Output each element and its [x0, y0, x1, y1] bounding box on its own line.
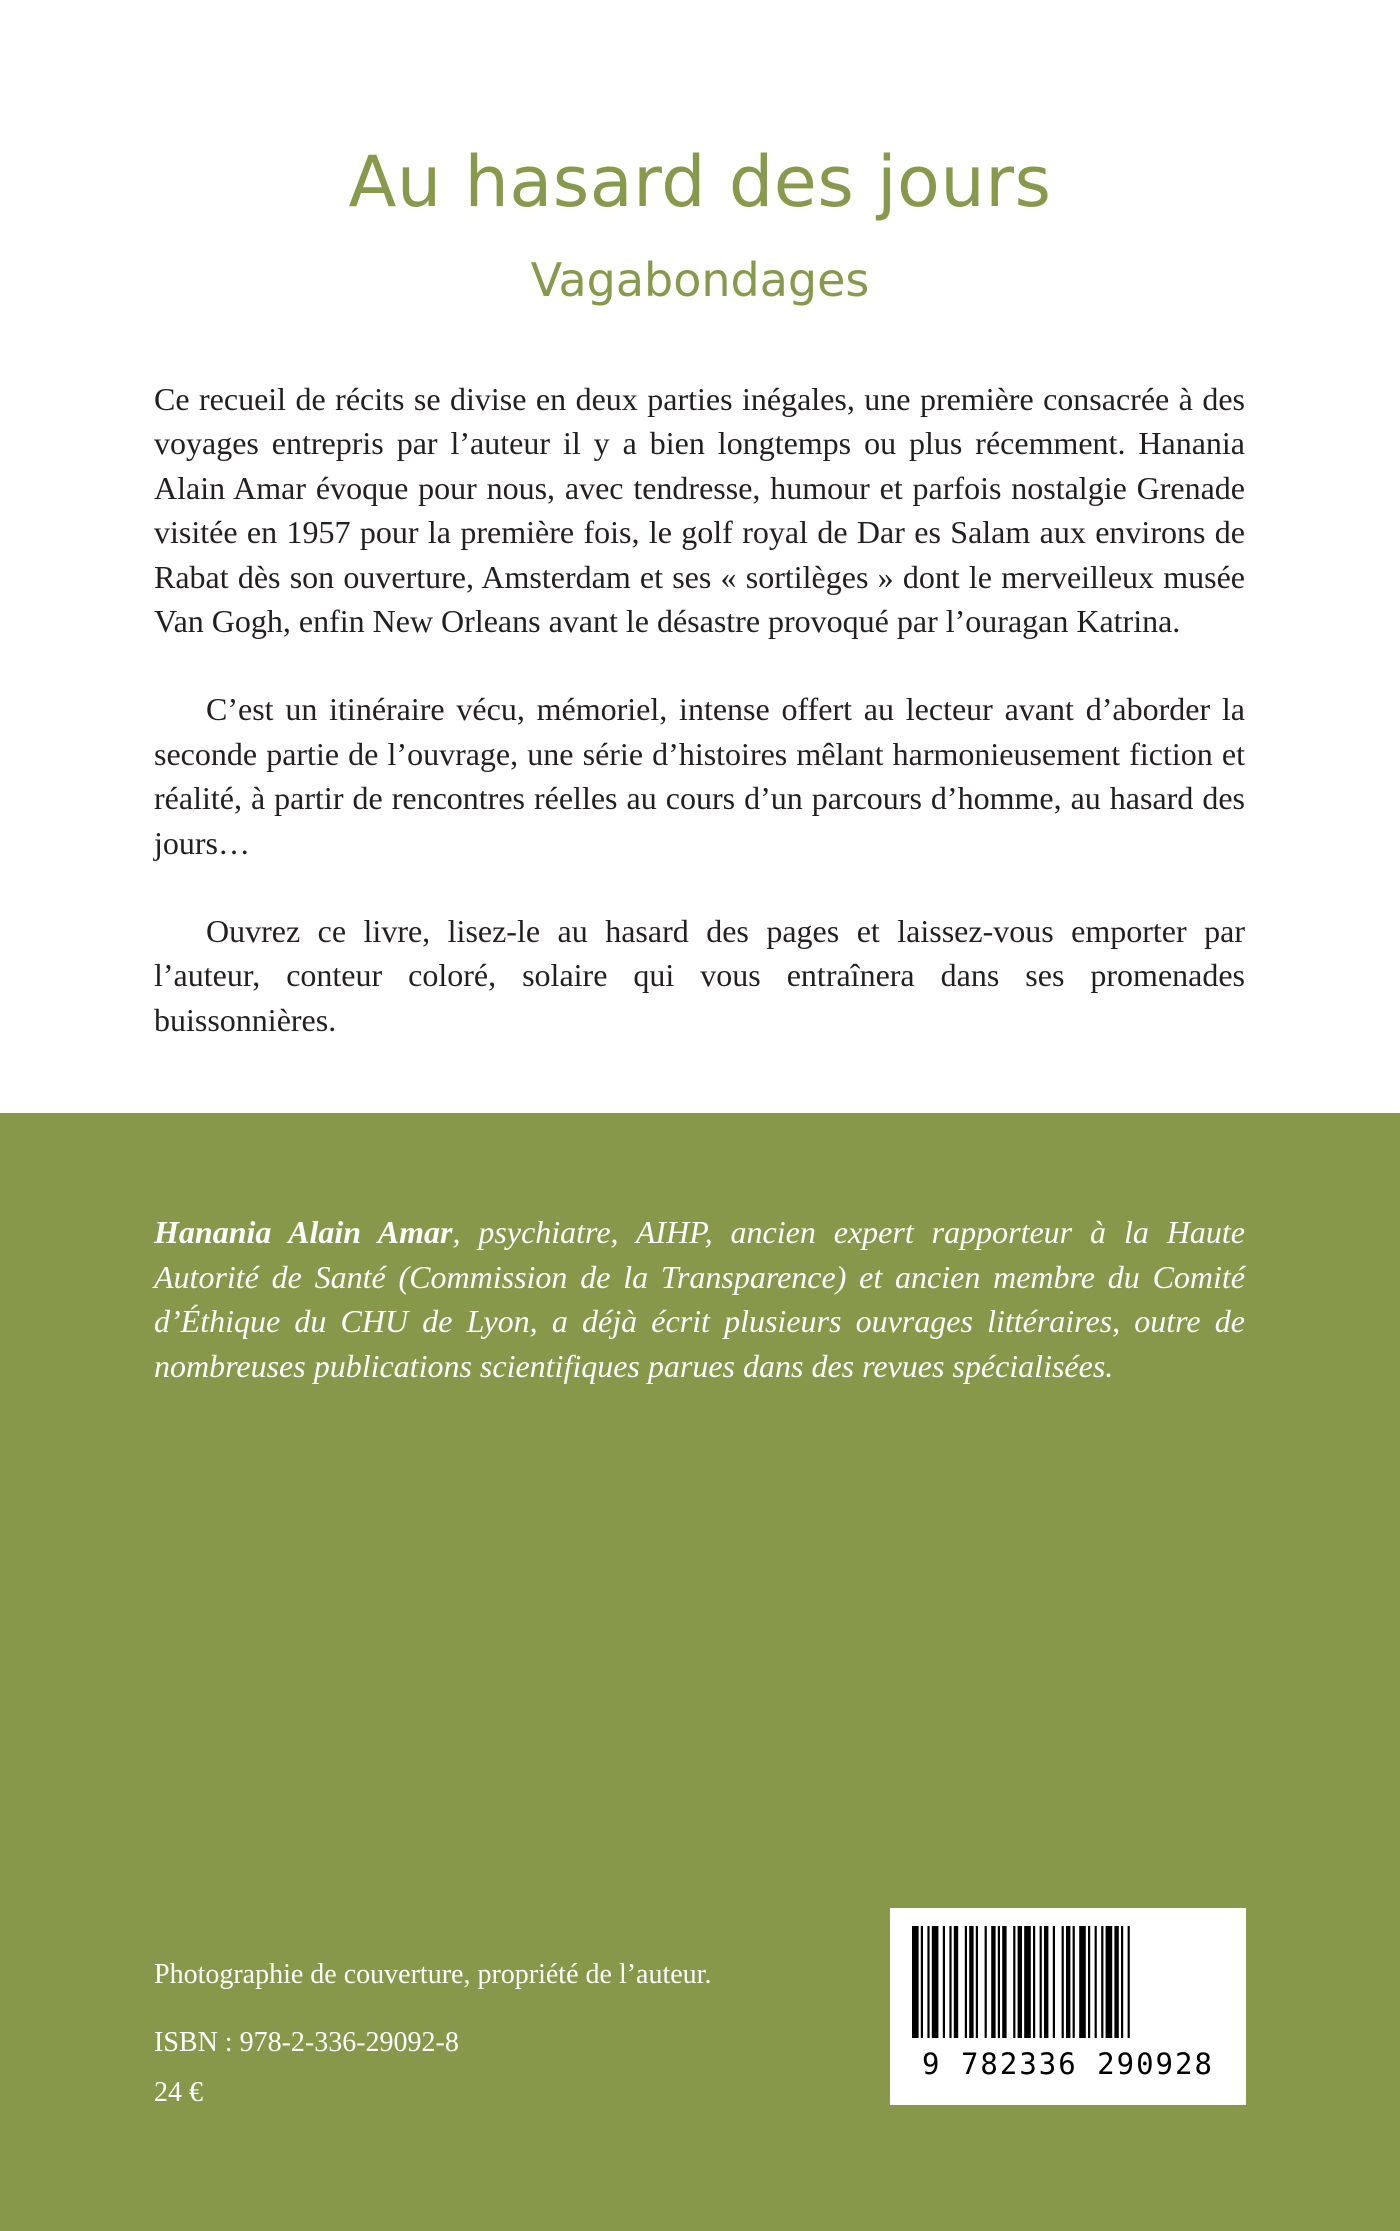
- blurb-paragraph-1: Ce recueil de récits se divise en deux parties inégales, une première consacrée à des voyages entrepris par l’auteur il y a bien longtemps ou plus récemment. Hanania Alain Amar évoque pour nous, avec tendresse, humour et parfois nostalgie Grenade visitée en 1957 pour la première fois, le golf royal de Dar es Salam aux environs de Rabat dès son ouverture, Amsterdam et ses « sortilèges » dont le merveilleux musée Van Gogh, enfin New Orleans avant le désastre provoqué par l’ouragan Katrina.: [154, 381, 1245, 640]
- price: 24 €: [154, 2077, 203, 2108]
- author-name: Hanania Alain Amar: [154, 1214, 453, 1250]
- isbn: ISBN : 978-2-336-29092-8: [154, 2027, 459, 2058]
- barcode-bars-icon: [908, 1926, 1228, 2046]
- photo-credit: Photographie de couverture, propriété de l’auteur.: [154, 1959, 712, 1990]
- cover-bottom-section: [0, 1113, 1400, 2231]
- author-bio: [154, 1210, 1245, 1388]
- barcode: [890, 1908, 1246, 2105]
- author-bio-text: , psychiatre, AIHP, ancien expert rapporteur à la Haute Autorité de Santé (Commission de la Transparence) et ancien membre du Comité d’Éthique du CHU de Lyon, a déjà écrit plusieurs ouvrages littéraires, outre de nombreuses publications scientifiques parues dans des revues spécialisées.: [154, 1214, 1246, 1384]
- blurb-paragraph-3: Ouvrez ce livre, lisez-le au hasard des pages et laissez-vous emporter par l’auteur, conteur coloré, solaire qui vous entraînera dans ses promenades buissonnières.: [154, 913, 1245, 1038]
- barcode-digits: 9 782336 290928: [922, 2047, 1214, 2081]
- book-subtitle: Vagabondages: [530, 253, 870, 307]
- blurb: [154, 377, 1245, 1086]
- cover-top-section: [0, 0, 1400, 1113]
- blurb-paragraph-2: C’est un itinéraire vécu, mémoriel, intense offert au lecteur avant d’aborder la seconde partie de l’ouvrage, une série d’histoires mêlant harmonieusement fiction et réalité, à partir de rencontres réelles au cours d’un parcours d’homme, au hasard des jours…: [154, 691, 1245, 861]
- book-title: Au hasard des jours: [348, 141, 1052, 223]
